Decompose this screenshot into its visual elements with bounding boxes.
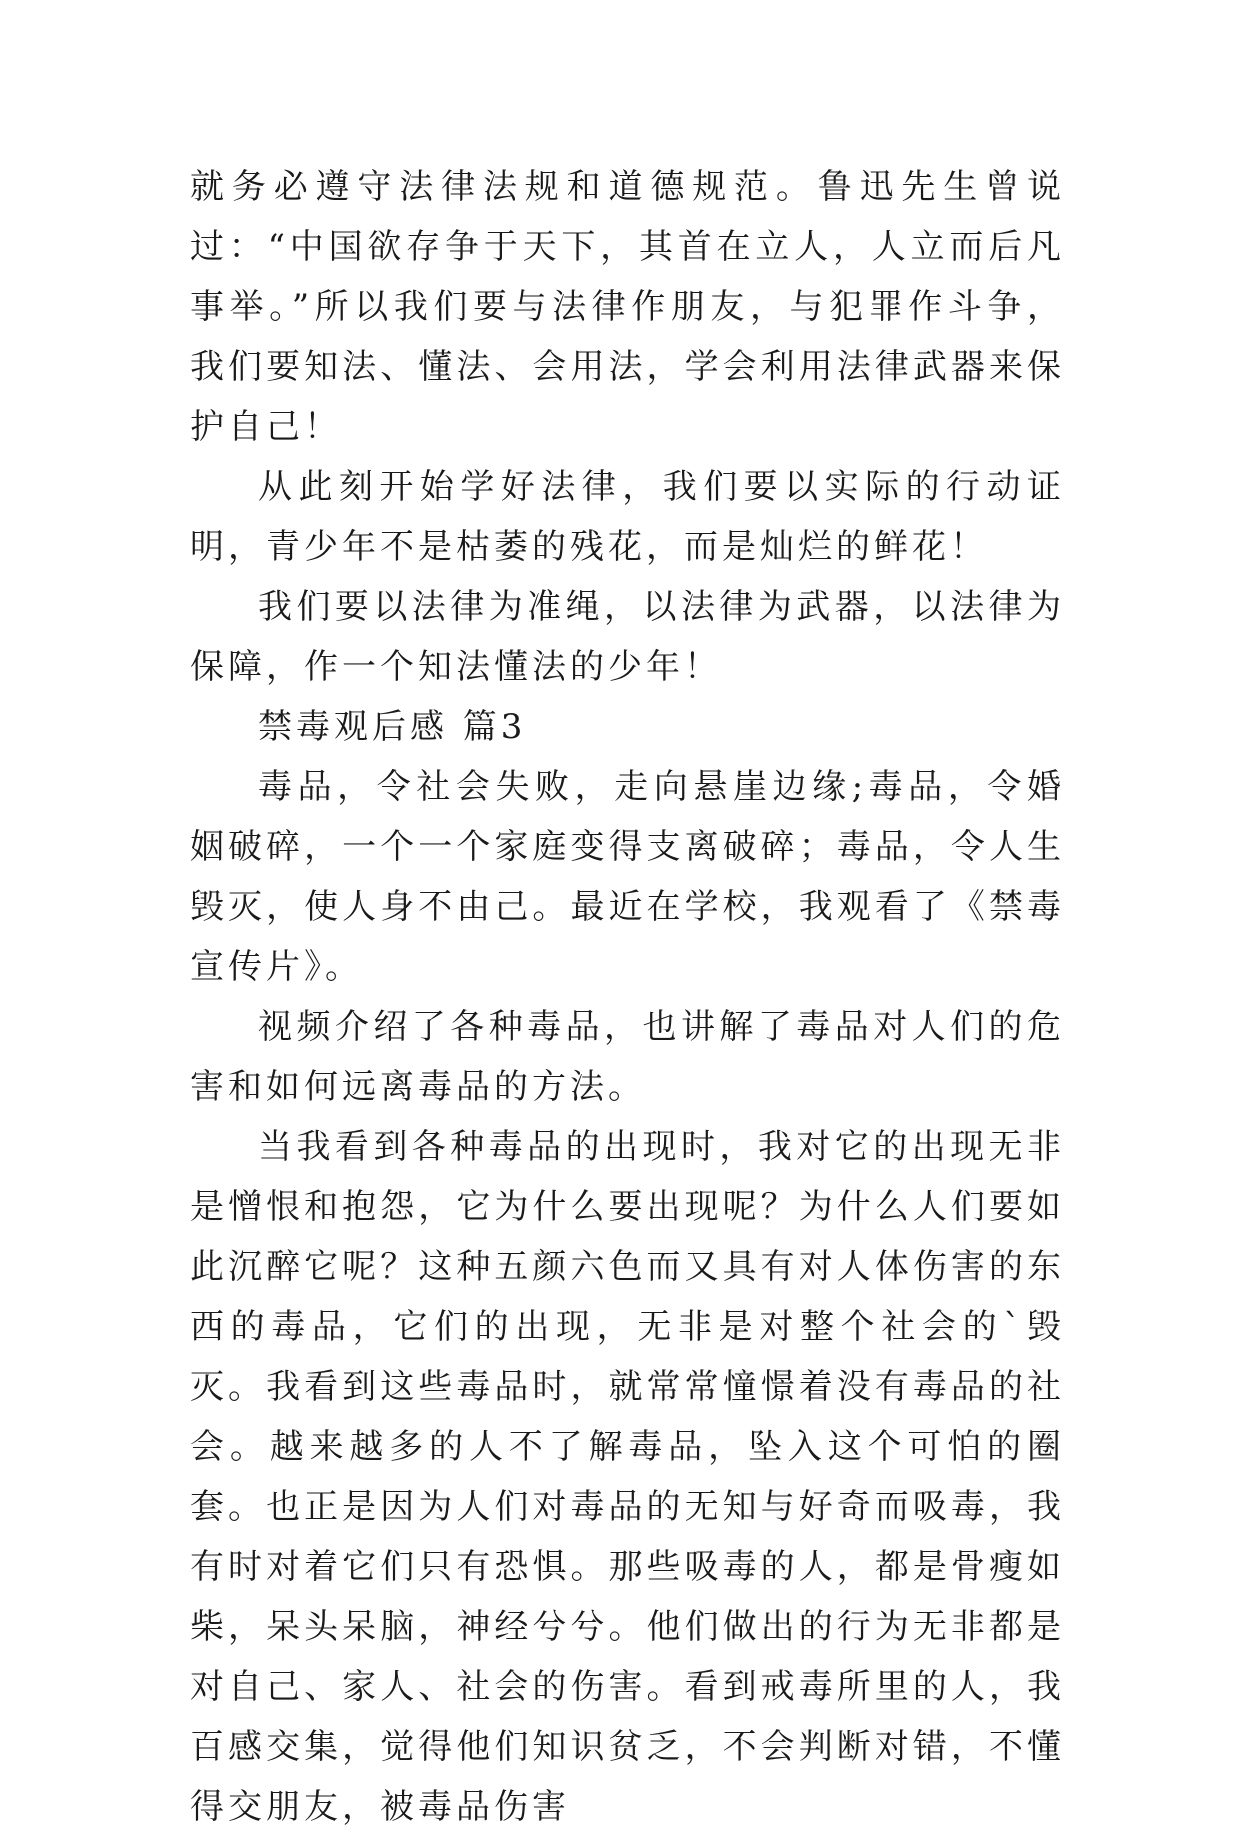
- paragraph-reflection: 当我看到各种毒品的出现时，我对它的出现无非是憎恨和抱怨，它为什么要出现呢？为什么人们要如此沉醉它呢？这种五颜六色而又具有对人体伤害的东西的毒品，它们的出现，无非是对整个社会的`毁灭。我看到这些毒品时，就常常憧憬着没有毒品的社会。越来越多的人不了解毒品，坠入这个可怕的圈套。也正是因为人们对毒品的无知与好奇而吸毒，我有时对着它们只有恐惧。那些吸毒的人，都是骨瘦如柴，呆头呆脑，神经兮兮。他们做出的行为无非都是对自己、家人、社会的伤害。看到戒毒所里的人，我百感交集，觉得他们知识贫乏，不会判断对错，不懂得交朋友，被毒品伤害: [190, 1127, 1065, 1827]
- paragraph-learn-law: 从此刻开始学好法律，我们要以实际的行动证明，青少年不是枯萎的残花，而是灿烂的鲜花！: [190, 467, 1065, 567]
- paragraph-drugs-harm: 毒品，令社会失败，走向悬崖边缘;毒品，令婚姻破碎，一个一个家庭变得支离破碎；毒品，令人生毁灭，使人身不由己。最近在学校，我观看了《禁毒宣传片》。: [190, 767, 1065, 987]
- paragraph-law-continuation: 就务必遵守法律法规和道德规范。鲁迅先生曾说过：“中国欲存争于天下，其首在立人，人立而后凡事举。”所以我们要与法律作朋友，与犯罪作斗争，我们要知法、懂法、会用法，学会利用法律武器来保护自己！: [190, 167, 1065, 447]
- paragraph-video-intro: 视频介绍了各种毒品，也讲解了毒品对人们的危害和如何远离毒品的方法。: [190, 1007, 1065, 1107]
- document-body: [190, 157, 1065, 1837]
- section-heading: 禁毒观后感 篇3: [258, 707, 527, 747]
- paragraph-law-guide: 我们要以法律为准绳，以法律为武器，以法律为保障，作一个知法懂法的少年！: [190, 587, 1065, 687]
